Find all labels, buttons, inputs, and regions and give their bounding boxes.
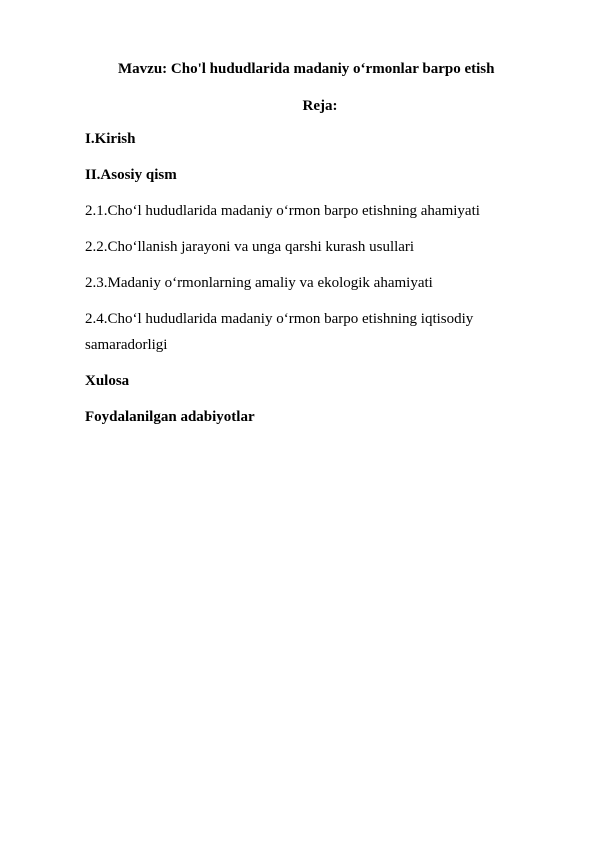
plan-heading: Reja: [302,98,338,114]
outline-main-part: II.Asosiy qism [85,167,177,183]
outline-conclusion: Xulosa [85,373,130,389]
outline-item-2-2: 2.2.Cho‘llanish jarayoni va unga qarshi kurash usullari [85,239,415,255]
outline-item-2-3: 2.3.Madaniy o‘rmonlarning amaliy va ekologik ahamiyati [85,275,433,291]
document-title: Mavzu: Cho'l hududlarida madaniy o‘rmonlar barpo etish [118,61,495,77]
outline-intro: I.Kirish [85,131,136,147]
outline-references: Foydalanilgan adabiyotlar [85,409,255,425]
outline-item-2-4-line2: samaradorligi [85,337,168,353]
outline-item-2-1: 2.1.Cho‘l hududlarida madaniy o‘rmon barpo etishning ahamiyati [85,203,480,219]
outline-item-2-4-line1: 2.4.Cho‘l hududlarida madaniy o‘rmon barpo etishning iqtisodiy [85,311,474,327]
